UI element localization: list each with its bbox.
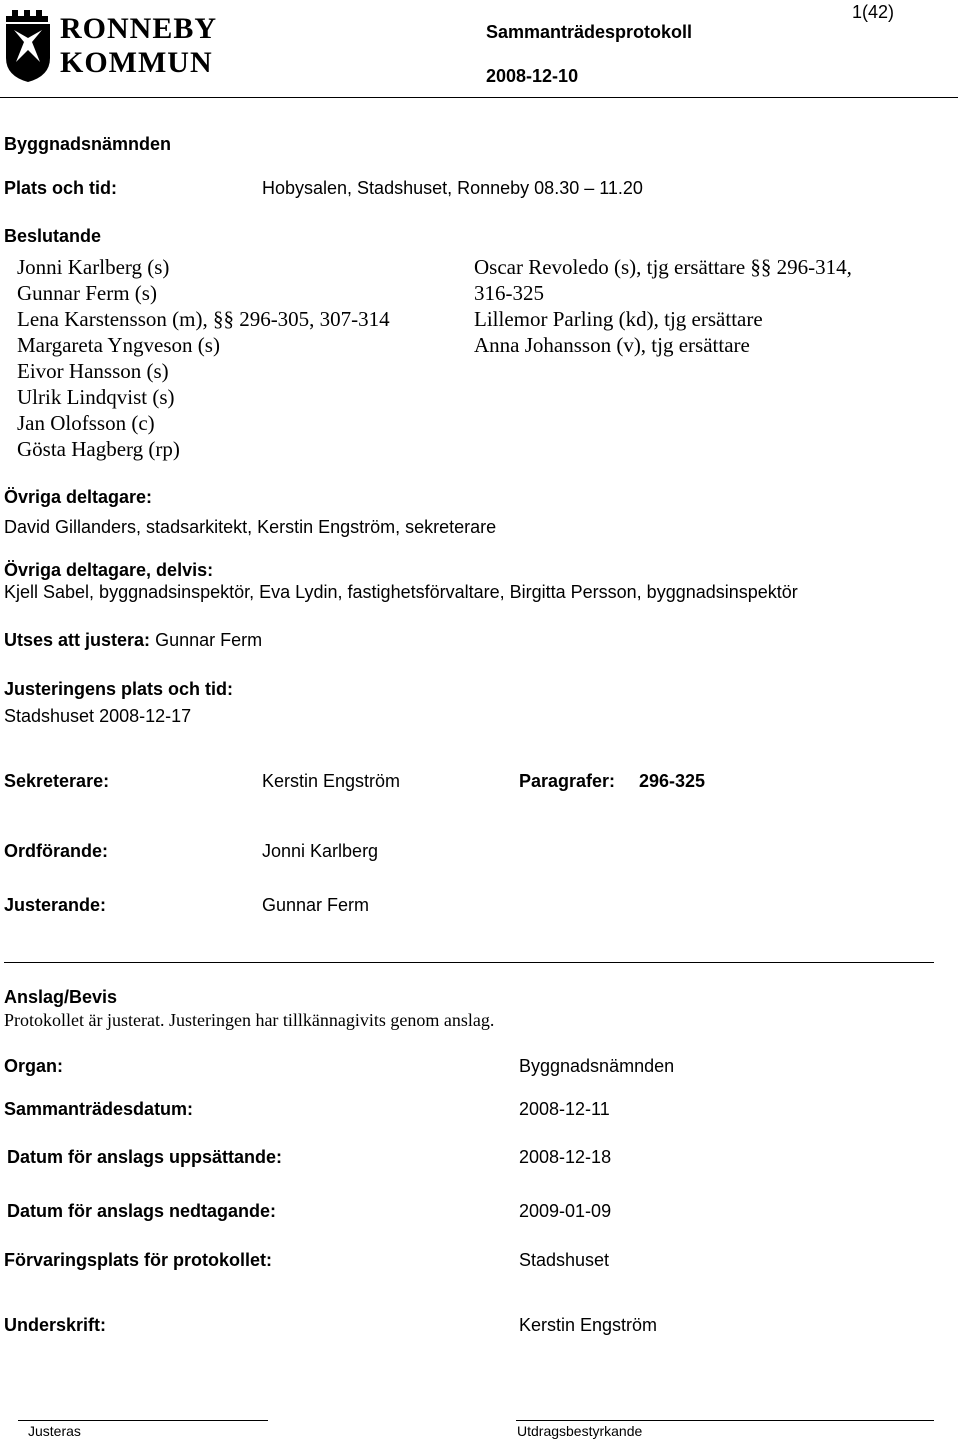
- header-divider: [0, 97, 958, 98]
- logo-text-line1: RONNEBY: [60, 12, 218, 45]
- decider-left: Lena Karstensson (m), §§ 296-305, 307-314: [17, 307, 390, 331]
- document-type: Sammanträdesprotokoll: [486, 22, 693, 42]
- footer-utdragsbestyrkande: Utdragsbestyrkande: [517, 1423, 643, 1439]
- footer-line-left: [18, 1420, 268, 1421]
- notice-text: Protokollet är justerat. Justeringen har tillkännagivits genom anslag.: [4, 1010, 495, 1030]
- adjusting-value: Gunnar Ferm: [262, 895, 370, 915]
- adjuster-label: Utses att justera:: [4, 630, 151, 650]
- chair-label: Ordförande:: [4, 841, 109, 861]
- notice-row-value: 2008-12-11: [519, 1099, 610, 1119]
- notice-row-value: Stadshuset: [519, 1250, 610, 1270]
- adjuster-value: Gunnar Ferm: [155, 630, 263, 650]
- notice-row-value: Byggnadsnämnden: [519, 1056, 675, 1076]
- others-partial-value: Kjell Sabel, byggnadsinspektör, Eva Lydin, fastighetsförvaltare, Birgitta Persson, byggnadsinspektör: [4, 582, 798, 602]
- chair-value: Jonni Karlberg: [262, 841, 379, 861]
- paragraphs-label: Paragrafer:: [519, 771, 616, 791]
- logo-text-line2: KOMMUN: [60, 46, 213, 79]
- decider-right: Lillemor Parling (kd), tjg ersättare: [474, 307, 763, 331]
- adjuster-row: [4, 630, 262, 651]
- notice-row-label: Organ:: [4, 1056, 64, 1076]
- others-value: David Gillanders, stadsarkitekt, Kerstin Engström, sekreterare: [4, 517, 497, 537]
- decider-left: Eivor Hansson (s): [17, 359, 169, 383]
- notice-row-label: Sammanträdesdatum:: [4, 1099, 194, 1119]
- secretary-value: Kerstin Engström: [262, 771, 401, 791]
- decider-left: Gösta Hagberg (rp): [17, 437, 180, 461]
- decider-left: Gunnar Ferm (s): [17, 281, 157, 305]
- adjust-place-label: Justeringens plats och tid:: [4, 679, 234, 699]
- coat-of-arms-icon: [2, 6, 54, 84]
- notice-row-label: Datum för anslags uppsättande:: [7, 1147, 283, 1167]
- adjusting-label: Justerande:: [4, 895, 107, 915]
- adjust-place-value: Stadshuset 2008-12-17: [4, 706, 192, 726]
- document-date: 2008-12-10: [486, 66, 579, 86]
- notice-title: Anslag/Bevis: [4, 987, 118, 1007]
- notice-row-value: Kerstin Engström: [519, 1315, 658, 1335]
- others-partial-label: Övriga deltagare, delvis:: [4, 560, 214, 580]
- decider-right: Anna Johansson (v), tjg ersättare: [474, 333, 750, 357]
- notice-row-label: Förvaringsplats för protokollet:: [4, 1250, 273, 1270]
- footer-justeras: Justeras: [28, 1423, 81, 1439]
- notice-row-value: 2009-01-09: [519, 1201, 612, 1221]
- others-label: Övriga deltagare:: [4, 487, 153, 507]
- paragraphs-value: 296-325: [639, 771, 706, 791]
- notice-row-value: 2008-12-18: [519, 1147, 612, 1167]
- secretary-label: Sekreterare:: [4, 771, 110, 791]
- notice-divider: [4, 962, 934, 963]
- decider-right: Oscar Revoledo (s), tjg ersättare §§ 296-314,: [474, 255, 852, 279]
- footer-line-right: [516, 1420, 934, 1421]
- notice-row-label: Underskrift:: [4, 1315, 107, 1335]
- decider-right: 316-325: [474, 281, 544, 305]
- place-label: Plats och tid:: [4, 178, 118, 198]
- page-number: 1(42): [852, 2, 895, 22]
- decider-left: Margareta Yngveson (s): [17, 333, 220, 357]
- place-value: Hobysalen, Stadshuset, Ronneby 08.30 – 11.20: [262, 178, 643, 198]
- decider-left: Jonni Karlberg (s): [17, 255, 170, 279]
- committee-name: Byggnadsnämnden: [4, 134, 172, 154]
- ronneby-logo: [2, 6, 218, 84]
- deciders-label: Beslutande: [4, 226, 102, 246]
- decider-left: Ulrik Lindqvist (s): [17, 385, 175, 409]
- decider-left: Jan Olofsson (c): [17, 411, 155, 435]
- notice-row-label: Datum för anslags nedtagande:: [7, 1201, 277, 1221]
